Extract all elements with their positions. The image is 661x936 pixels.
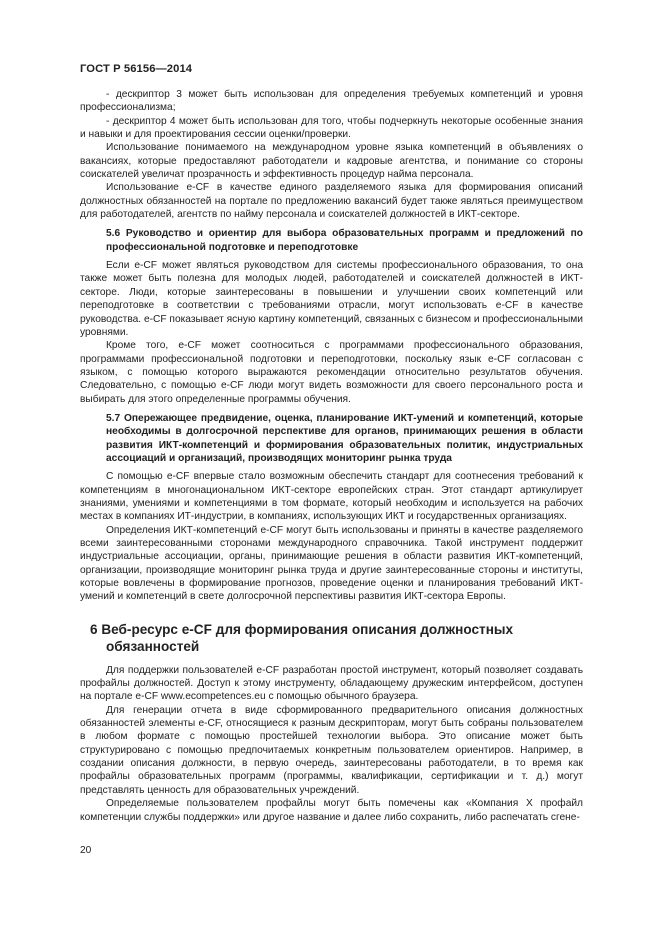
document-header: ГОСТ Р 56156—2014 (80, 63, 193, 75)
paragraph: Использование понимаемого на международном уровне языка компетенций в объявлениях о вакансиях, которые предоставляют работодатели и кадровые агентства, и понимание со стороны соискателей увеличат прозрачность и эффективность процедур найма персонала. (80, 142, 583, 181)
paragraph: - дескриптор 3 может быть использован для определения требуемых компетенций и уровня профессионализма; (80, 89, 583, 114)
paragraph: - дескриптор 4 может быть использован для того, чтобы подчеркнуть некоторые особенные знания и навыки и для проектирования сессии оценки/проверки. (80, 115, 583, 141)
paragraph: Определяемые пользователем профайлы могут быть помечены как «Компания X профайл компетенции службы поддержки» или другое название и далее либо сохранить, либо распечатать сгене- (80, 798, 583, 823)
paragraph: Для генерации отчета в виде сформированного предварительного описания должностных обязанностей элементы e-CF, относящиеся к разным дескрипторам, могут быть собраны пользователем в любом формате с помощью простейшей технологии выбора. Это описание может быть структурировано с помощью предпочитаемых конкретным пользователем ориентиров. Например, в создании описания должности, в первую очередь, заинтересованы работодатели, в то время как профайлы образовательных программ (программы, квалификации, сертификации и т. д.) могут представлять ценность для образовательных учреждений. (80, 704, 583, 796)
section-heading-5-7: 5.7 Опережающее предвидение, оценка, планирование ИКТ-умений и компетенций, которые необходимы в долгосрочной перспективе для органов, принимающих решения в области развития ИКТ-компетенций и формирования образовательных политик, индустриальных ассоциаций и организаций, производящих мониторинг рынка труда (106, 412, 583, 464)
paragraph: Кроме того, e-CF может соотноситься с программами профессионального образования, программами профессиональной подготовки и переподготовки, поскольку язык e-CF согласован с языком, с помощью которого выражаются рекомендации относительно результатов обучения. Следовательно, с помощью e-CF люди могут видеть возможности для своего персонального роста и выбирать для этого определенные программы обучения. (80, 340, 583, 405)
paragraph: Определения ИКТ-компетенций e-CF могут быть использованы и приняты в качестве разделяемого всеми заинтересованными сторонами международного справочника. Такой инструмент поддержит индустриальные ассоциации, органы, принимающие решения в области развития ИКТ-компетенций, организации, производящие мониторинг рынка труда и другие заинтересованные стороны и институты, которые вовлечены в формирование прогнозов, проведение оценки и планирования требований ИКТ-умений и компетенций в свете долгосрочной перспективы развития ИКТ-сектора Европы. (80, 524, 583, 603)
document-body (80, 88, 583, 824)
section-heading-5-6: 5.6 Руководство и ориентир для выбора образовательных программ и предложений по профессиональной подготовке и переподготовке (106, 228, 583, 253)
paragraph: С помощью e-CF впервые стало возможным обеспечить стандарт для соотнесения требований к компетенциям в многонациональном ИКТ-секторе европейских стран. Этот стандарт артикулирует знаниями, умениями и компетенциями в том формате, который необходим и используется на рабочих местах в компаниях ИТ-индустрии, в компаниях, использующих ИКТ и государственных организациях. (80, 471, 583, 523)
page-number: 20 (80, 845, 92, 856)
paragraph: Если e-CF может являться руководством для системы профессионального образования, то она также может быть полезна для молодых людей, работодателей и соискателей должностей в ИКТ-секторе. Люди, которые заинтересованы в повышении и улучшении своих компетенций или переподготовке в соответствии с требованиями отрасли, могут использовать e-CF в качестве руководства. e-CF показывает ясную картину компетенций, связанных с бизнесом и профессиональными уровнями. (80, 260, 583, 338)
paragraph: Для поддержки пользователей e-CF разработан простой инструмент, который позволяет создавать профайлы должностей. Доступ к этому инструменту, обладающему дружеским интерфейсом, доступен на портале e-CF www.ecompetences.eu с помощью обычного браузера. (80, 664, 583, 703)
section-heading-6: 6 Веб-ресурс e-CF для формирования описания должностных обязанностей (90, 621, 514, 654)
paragraph: Использование e-CF в качестве единого разделяемого языка для формирования описаний должностных обязанностей на портале по предложению вакансий будет также являться преимуществом для работодателей, агентств по найму персонала и соискателей должностей в ИКТ-секторе. (80, 182, 583, 221)
